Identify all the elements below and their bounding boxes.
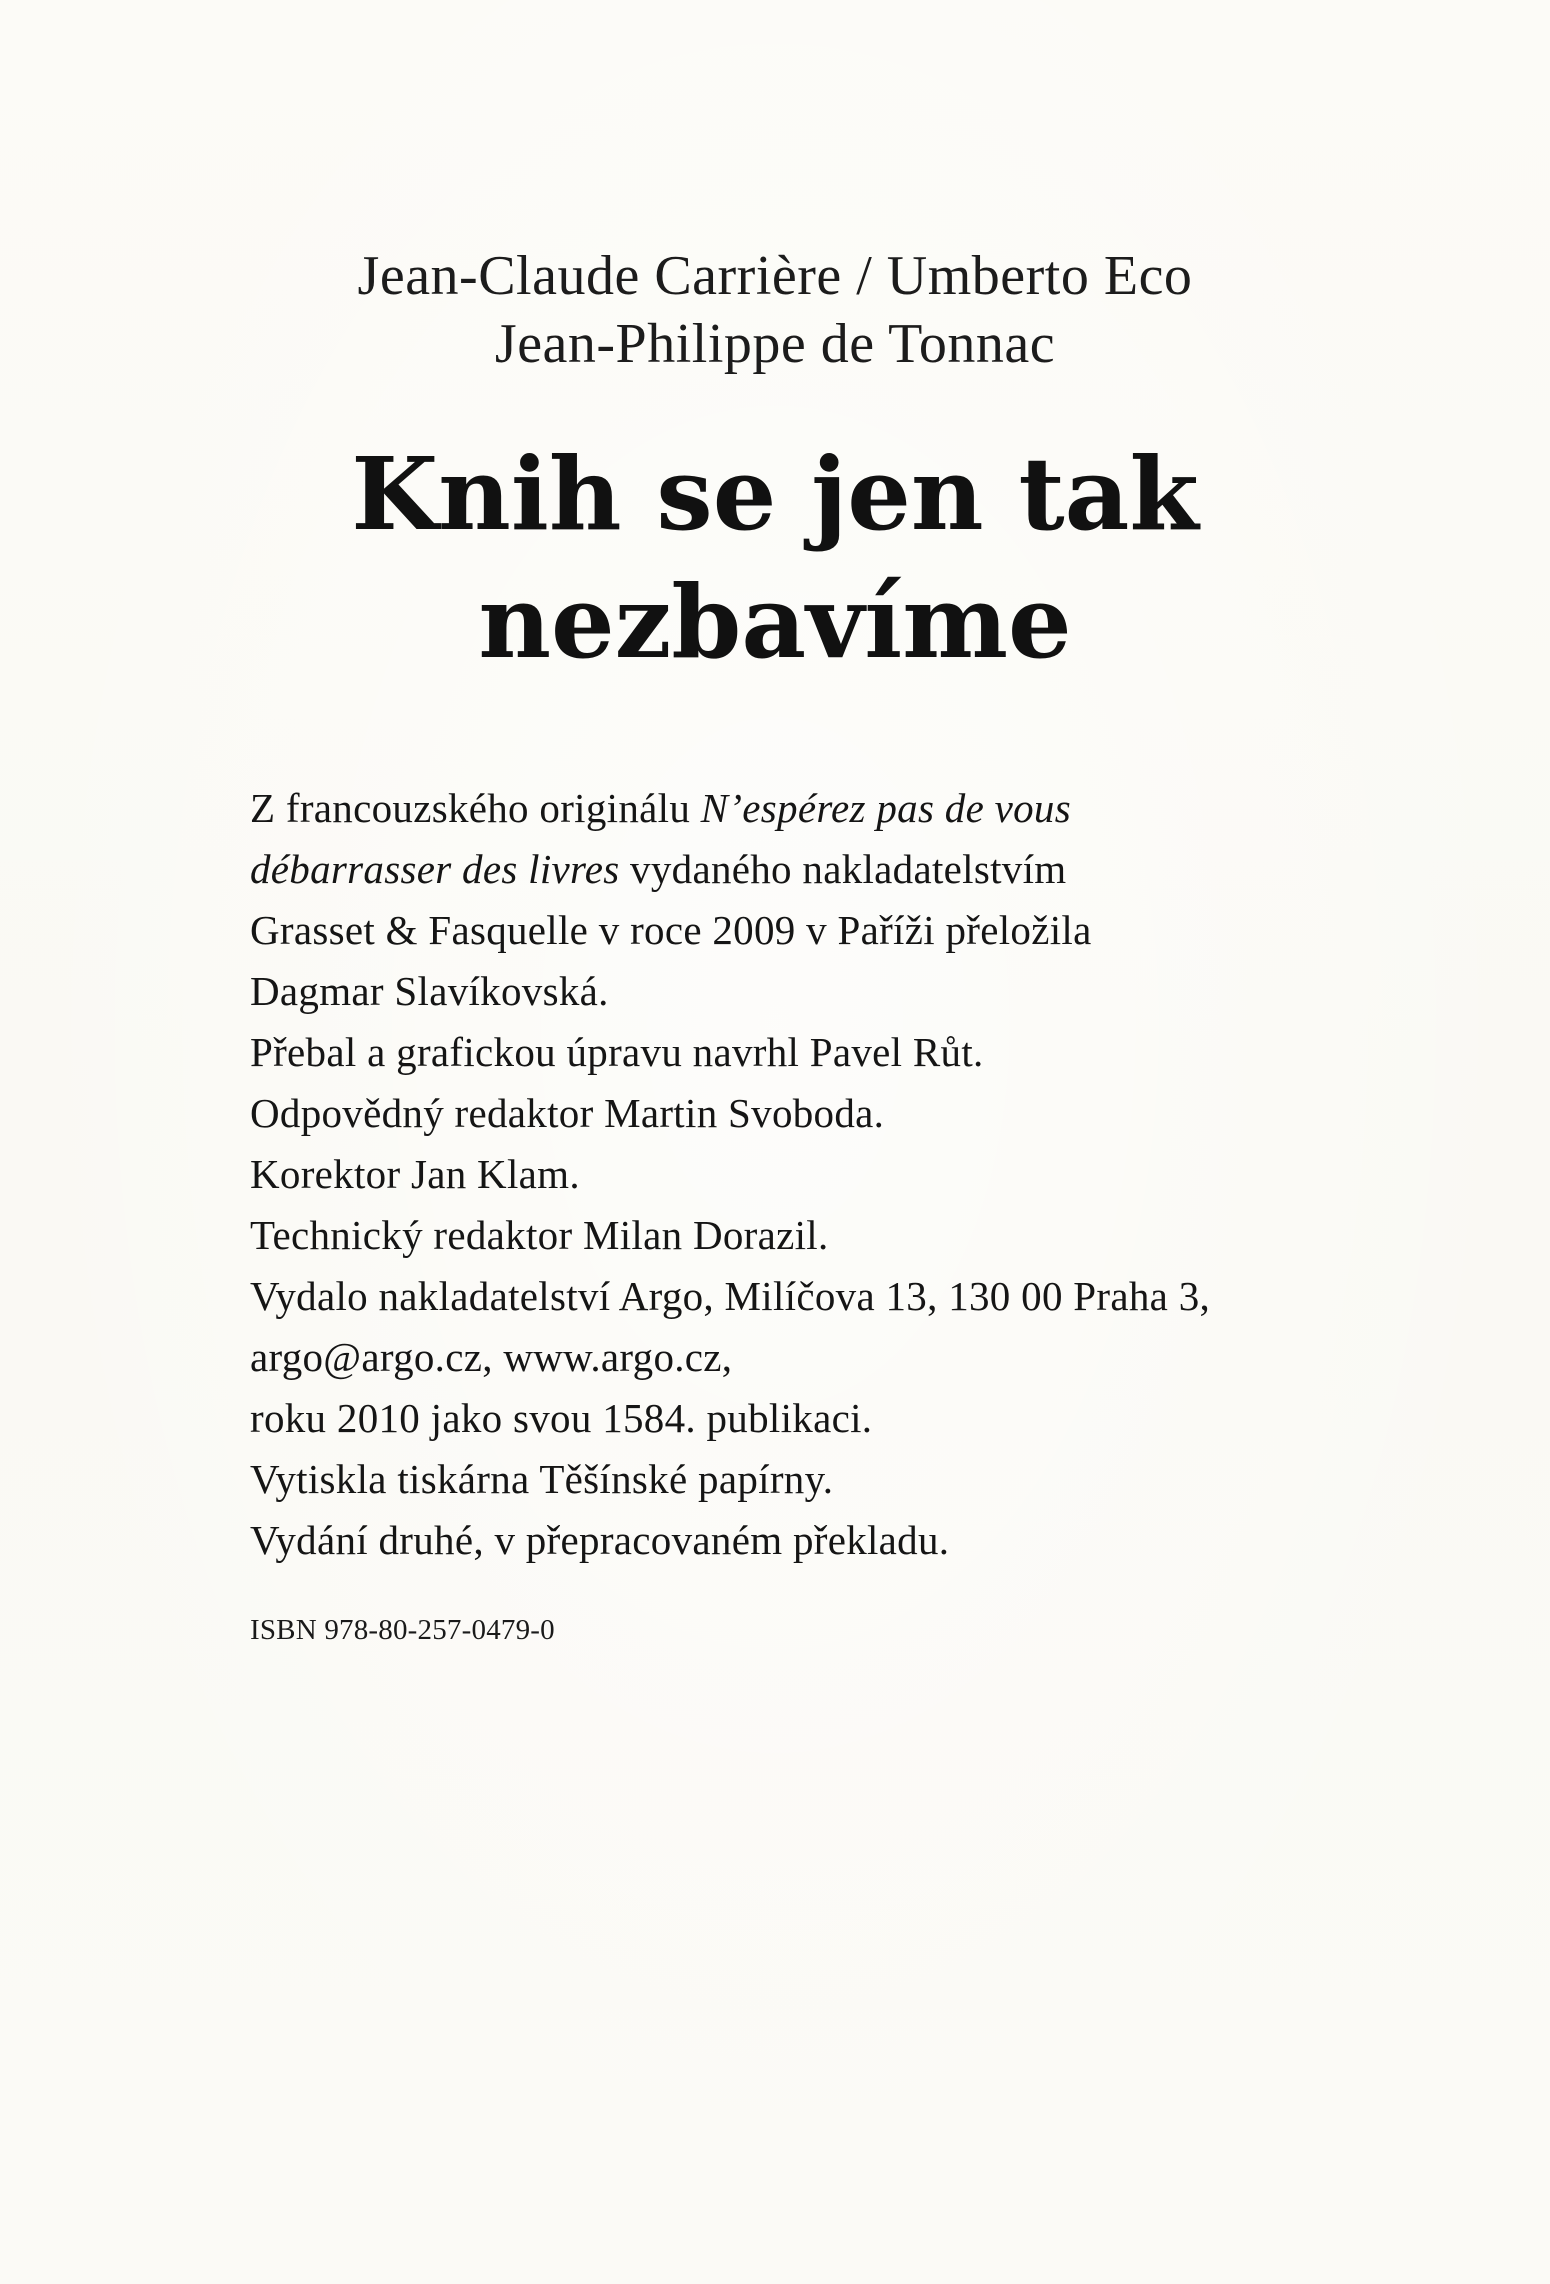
book-title (0, 430, 1550, 686)
colophon (250, 778, 1430, 1571)
colophon-line-13: Vydání druhé, v přepracovaném překladu. (250, 1517, 950, 1563)
title-line-1: Knih se jen tak (351, 435, 1199, 553)
colophon-line-2-text: vydaného nakladatelstvím (619, 846, 1067, 892)
colophon-line-7: Korektor Jan Klam. (250, 1151, 580, 1197)
original-title-part-2: débarrasser des livres (250, 846, 620, 892)
colophon-line-5: Přebal a grafickou úpravu navrhl Pavel Růt. (250, 1029, 984, 1075)
original-title-part-1: N’espérez pas de vous (700, 785, 1071, 831)
colophon-line-11: roku 2010 jako svou 1584. publikaci. (250, 1395, 873, 1441)
isbn: ISBN 978-80-257-0479-0 (250, 1614, 555, 1646)
authors-block (0, 242, 1550, 378)
colophon-line-3: Grasset & Fasquelle v roce 2009 v Paříži přeložila (250, 907, 1092, 953)
authors-line-1: Jean-Claude Carrière / Umberto Eco (357, 245, 1193, 307)
title-line-2: nezbavíme (478, 563, 1072, 681)
colophon-line-9: Vydalo nakladatelství Argo, Milíčova 13, 130 00 Praha 3, (250, 1273, 1211, 1319)
authors-line-2: Jean-Philippe de Tonnac (494, 313, 1056, 375)
colophon-line-2 (250, 839, 1430, 900)
colophon-line-4: Dagmar Slavíkovská. (250, 968, 609, 1014)
colophon-line-1-text: Z francouzského originálu (250, 785, 701, 831)
colophon-line-6: Odpovědný redaktor Martin Svoboda. (250, 1090, 885, 1136)
colophon-line-10: argo@argo.cz, www.argo.cz, (250, 1334, 733, 1380)
colophon-line-12: Vytiskla tiskárna Těšínské papírny. (250, 1456, 834, 1502)
colophon-line-8: Technický redaktor Milan Dorazil. (250, 1212, 829, 1258)
colophon-line-1 (250, 778, 1430, 839)
